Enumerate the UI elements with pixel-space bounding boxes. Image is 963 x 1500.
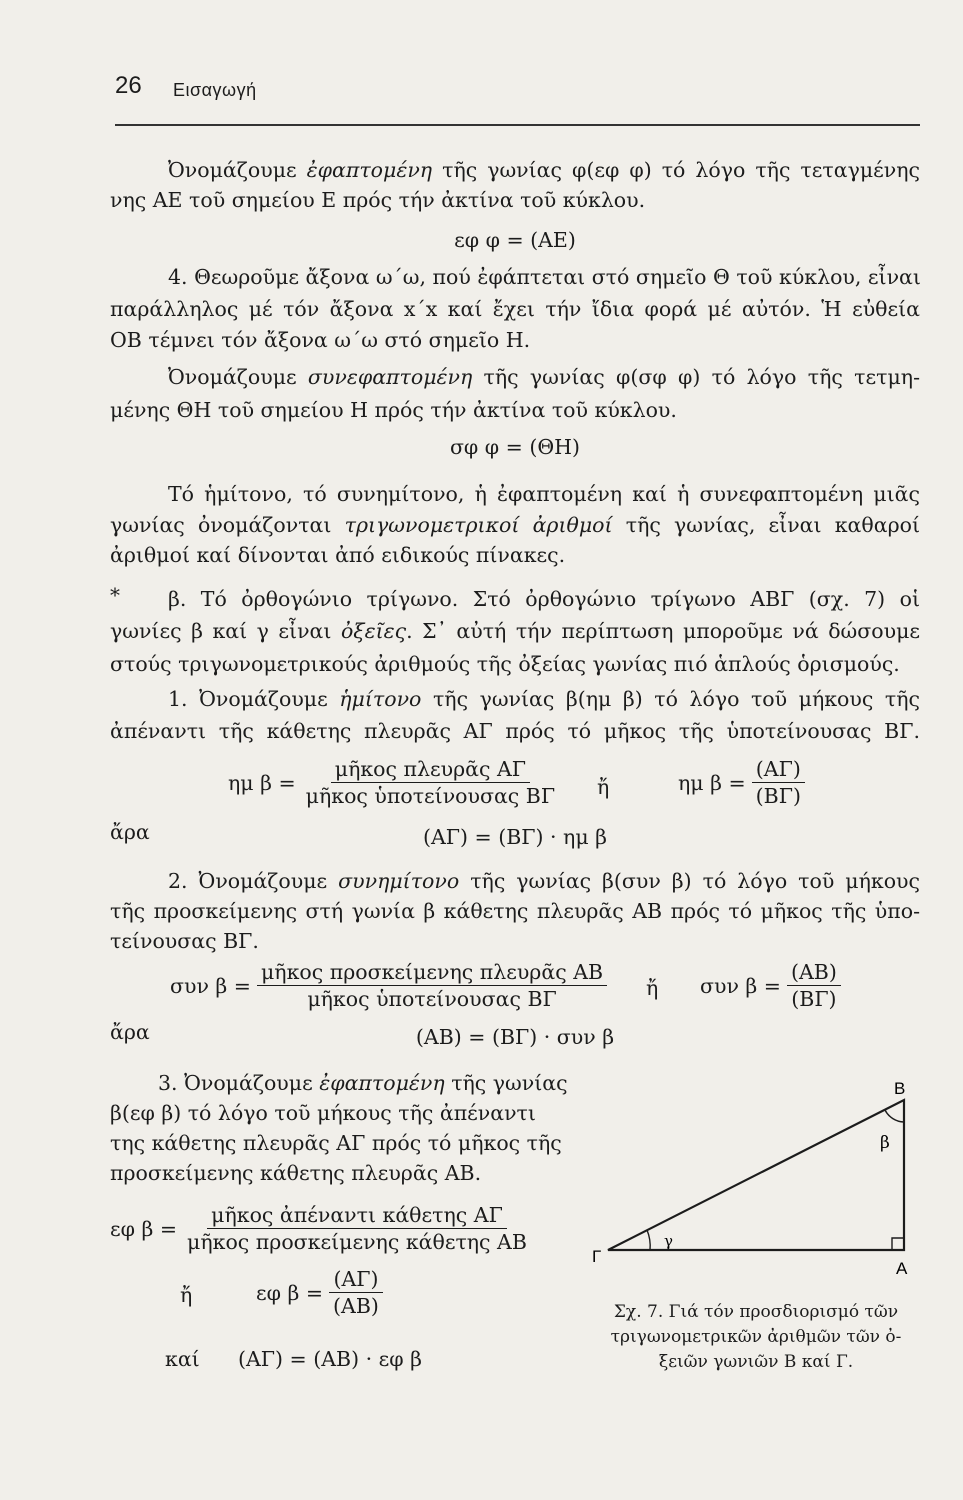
text-line: ΟΒ τέμνει τόν ἄξονα ω΄ω στό σημεῖο Η. <box>110 328 531 352</box>
tangent-formula-short <box>256 1267 389 1318</box>
or-word: ἤ <box>646 976 659 1000</box>
ara-label: ἄρα <box>110 820 150 844</box>
text-line: 4. Θεωροῦμε ἄξονα ω΄ω, πού ἐφάπτεται στό σημεῖο Θ τοῦ κύκλου, εἶναι <box>168 265 921 289</box>
tangent-formula <box>110 1203 537 1254</box>
angle-g-arc <box>647 1230 650 1250</box>
text-line: παράλληλος μέ τόν ἄξονα x΄x καί ἔχει τήν ἴδια φορά μέ αὐτόν. Ἡ εὐθεία <box>110 297 920 321</box>
tangent-denominator: μῆκος προσκείμενης κάθετης ΑΒ <box>187 1230 527 1254</box>
vertex-g-label: Γ <box>592 1247 602 1266</box>
angle-b-arc <box>885 1110 904 1122</box>
text-line: β. Τό ὀρθογώνιο τρίγωνο. Στό ὀρθογώνιο τρίγωνο ΑΒΓ (σχ. 7) οἱ <box>168 587 920 611</box>
right-angle-mark <box>892 1238 904 1250</box>
tangent-lhs-short: εφ β = <box>256 1280 324 1305</box>
figure-caption <box>596 1300 916 1375</box>
text-line: Τό ἡμίτονο, τό συνημίτονο, ἡ ἐφαπτομένη καί ἡ συνεφαπτομένη μιᾶς <box>168 482 920 506</box>
kai-label: καί <box>165 1347 200 1371</box>
text-line: μένης ΘΗ τοῦ σημείου Η πρός τήν ἀκτίνα τοῦ κύκλου. <box>110 398 677 422</box>
sine-result: (ΑΓ) = (ΒΓ) · ημ β <box>422 825 608 849</box>
text-line: ἀριθμοί καί δίνονται ἀπό ειδικούς πίνακες. <box>110 543 566 567</box>
tangent-denominator-short: (ΑΒ) <box>333 1294 379 1318</box>
sine-formula-short <box>678 757 811 808</box>
text-line: ἀπέναντι τῆς κάθετης πλευρᾶς ΑΓ πρός τό μῆκος τῆς ὑποτείνουσας ΒΓ. <box>110 719 920 743</box>
text-line: Ὀνομάζουμε συνεφαπτομένη τῆς γωνίας φ(σφ φ) τό λόγο τῆς τετμη- <box>168 365 920 389</box>
cosine-numerator: μῆκος προσκείμενης πλευρᾶς ΑΒ <box>257 960 607 986</box>
cosine-denominator: μῆκος ὑποτείνουσας ΒΓ <box>307 987 557 1011</box>
caption-line: τριγωνομετρικῶν ἀριθμῶν τῶν ὀ- <box>610 1327 902 1347</box>
text-line: 1. Ὀνομάζουμε ἡμίτονο τῆς γωνίας β(ημ β) τό λόγο τοῦ μήκους τῆς <box>168 687 920 711</box>
tangent-fraction-short <box>329 1267 383 1318</box>
tangent-lhs: εφ β = <box>110 1216 178 1241</box>
tangent-result: (ΑΓ) = (ΑΒ) · εφ β <box>238 1347 422 1371</box>
text-line: γωνίες β καί γ εἶναι ὀξεῖες. Σ᾽ αὐτή τήν περίπτωση μποροῦμε νά δώσουμε <box>110 619 921 643</box>
sine-denominator-short: (ΒΓ) <box>755 784 801 808</box>
text-line: Ὀνομάζουμε ἐφαπτομένη τῆς γωνίας φ(εφ φ) τό λόγο τῆς τεταγμένης <box>168 158 920 182</box>
vertex-a-label: A <box>896 1259 908 1278</box>
tangent-fraction <box>183 1203 531 1254</box>
cosine-formula <box>170 960 613 1011</box>
text-line: τείνουσας ΒΓ. <box>110 929 259 953</box>
text-line: 3. Ὀνομάζουμε ἐφαπτομένη τῆς γωνίας <box>158 1071 568 1095</box>
cosine-numerator-short: (ΑΒ) <box>787 960 841 986</box>
sine-numerator-short: (ΑΓ) <box>752 757 805 783</box>
page-number: 26 <box>115 72 142 99</box>
tangent-numerator: μῆκος ἀπέναντι κάθετης ΑΓ <box>207 1203 507 1229</box>
ara-label: ἄρα <box>110 1020 150 1044</box>
or-word: ἤ <box>597 775 610 799</box>
angle-b-label: β <box>880 1133 890 1153</box>
text-line: στούς τριγωνομετρικούς ἀριθμούς τῆς ὀξείας γωνίας πιό ἁπλούς ὁρισμούς. <box>110 652 900 676</box>
cosine-fraction <box>257 960 607 1011</box>
sine-formula <box>228 757 565 808</box>
angle-g-label: γ <box>664 1232 673 1250</box>
or-word: ἤ <box>180 1283 193 1307</box>
cosine-denominator-short: (ΒΓ) <box>791 987 837 1011</box>
caption-line: ξειῶν γωνιῶν Β καί Γ. <box>658 1352 854 1372</box>
vertex-b-label: B <box>894 1079 906 1098</box>
cosine-lhs: συν β = <box>170 973 251 998</box>
sine-lhs-short: ημ β = <box>678 770 746 795</box>
margin-star: * <box>110 583 120 607</box>
tangent-numerator-short: (ΑΓ) <box>329 1267 382 1293</box>
caption-line: Σχ. 7. Γιά τόν προσδιορισμό τῶν <box>613 1302 899 1322</box>
equation-tan-phi: εφ φ = (ΑΕ) <box>454 228 576 252</box>
sine-lhs: ημ β = <box>228 770 296 795</box>
sine-denominator: μῆκος ὑποτείνουσας ΒΓ <box>305 784 556 808</box>
page-header <box>115 72 920 128</box>
text-line: τῆς προσκείμενης στή γωνία β κάθετης πλευρᾶς ΑΒ πρός τό μῆκος τῆς ὑπο- <box>110 899 920 923</box>
right-triangle-figure <box>580 1070 920 1290</box>
cosine-formula-short <box>700 960 847 1011</box>
cosine-lhs-short: συν β = <box>700 973 781 998</box>
triangle-outline <box>608 1100 904 1250</box>
text-line: της κάθετης πλευρᾶς ΑΓ πρός τό μῆκος τῆς <box>110 1131 562 1155</box>
sine-fraction <box>302 757 559 808</box>
text-line: β(εφ β) τό λόγο τοῦ μήκους τῆς ἀπέναντι <box>110 1101 536 1125</box>
sine-fraction-short <box>752 757 805 808</box>
cosine-fraction-short <box>787 960 841 1011</box>
text-line: νης ΑΕ τοῦ σημείου Ε πρός τήν ἀκτίνα τοῦ κύκλου. <box>110 188 646 212</box>
header-rule <box>115 124 920 126</box>
equation-cot-phi: σφ φ = (ΘΗ) <box>449 435 581 459</box>
sine-numerator: μῆκος πλευρᾶς ΑΓ <box>331 757 530 783</box>
cosine-result: (ΑΒ) = (ΒΓ) · συν β <box>415 1025 615 1049</box>
running-title: Εισαγωγή <box>173 80 257 100</box>
text-line: 2. Ὀνομάζουμε συνημίτονο τῆς γωνίας β(συν β) τό λόγο τοῦ μήκους <box>168 869 920 893</box>
text-line: προσκείμενης κάθετης πλευρᾶς ΑΒ. <box>110 1161 482 1185</box>
text-line: γωνίας ὀνομάζονται τριγωνομετρικοί ἀριθμοί τῆς γωνίας, εἶναι καθαροί <box>110 513 921 537</box>
